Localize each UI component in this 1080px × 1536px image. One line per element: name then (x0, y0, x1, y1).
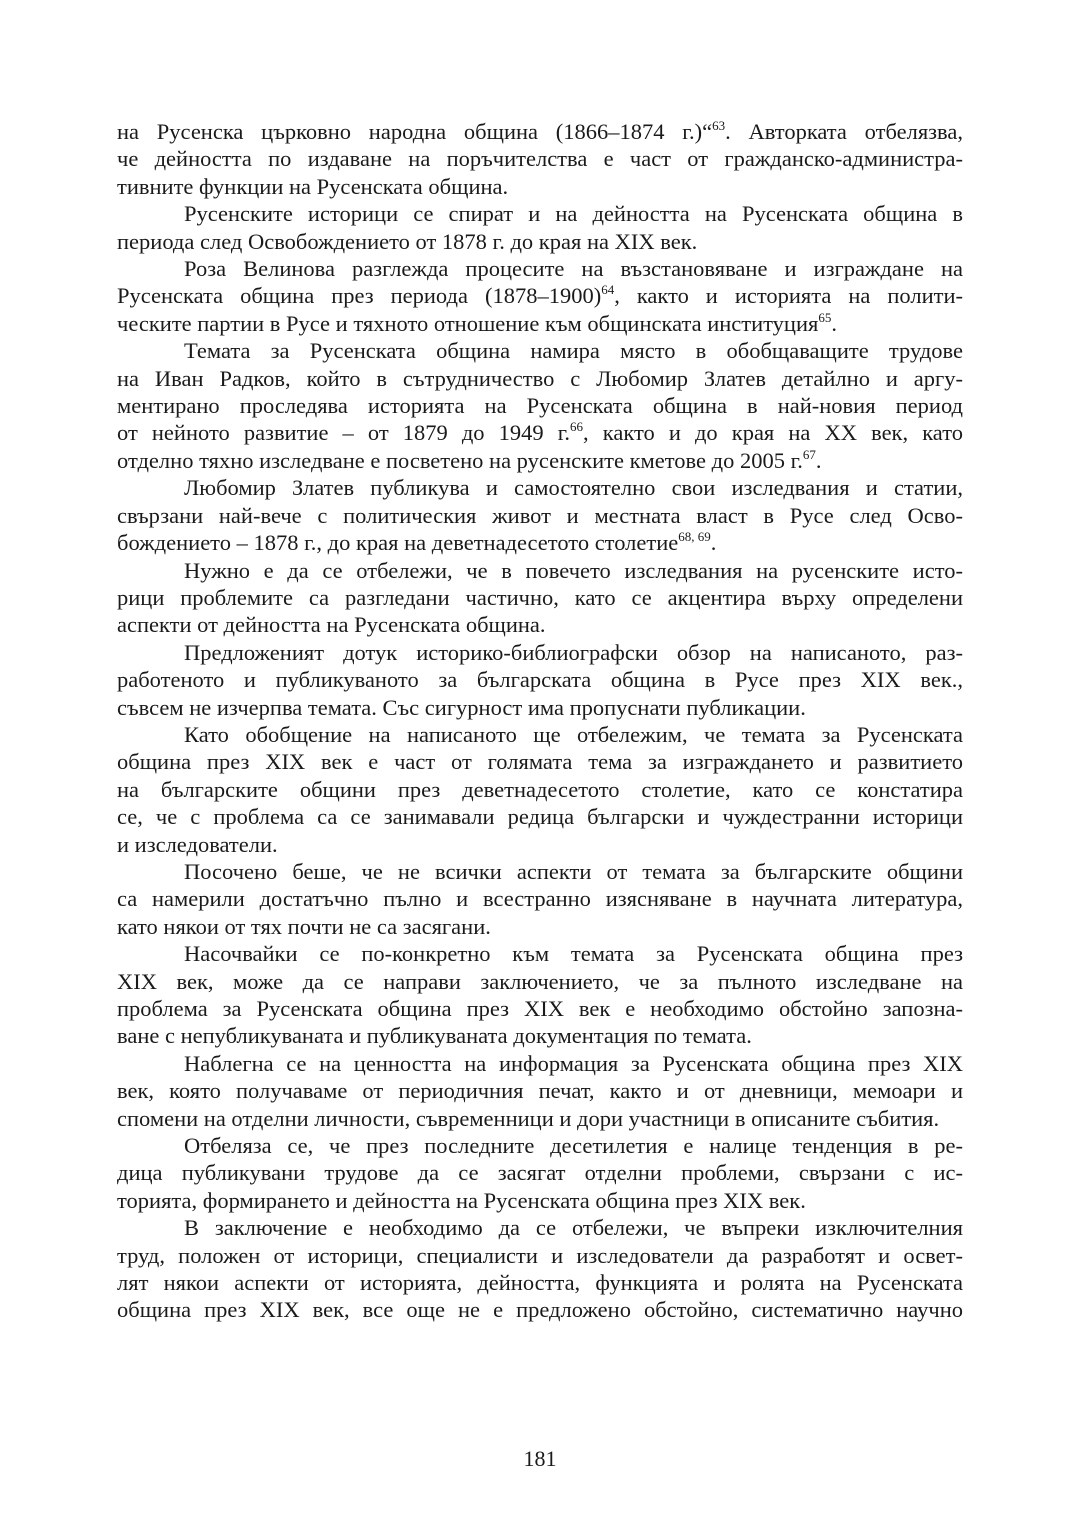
text-line: се, че с проблема са се занимавали редица български и чуждестранни историци (117, 804, 963, 830)
text-line: торията, формирането и дейността на Русенската община през XIX век. (117, 1187, 806, 1213)
paragraph (117, 639, 963, 721)
text-line: бождението – 1878 г., до края на деветнадесетото столетие$^{68, 69}$. (117, 529, 717, 556)
text-line: на българските общини през деветнадесетото столетие, като се констатира (117, 776, 963, 802)
text-line: В заключение е необходимо да се отбележи, че въпреки изключителния (184, 1215, 963, 1241)
text-line: аспекти от дейността на Русенската община. (117, 612, 546, 638)
text-line: Нужно е да се отбележи, че в повечето изследвания на русенските исто- (184, 557, 963, 583)
paragraph (117, 118, 963, 200)
text-line: периода след Освобождението от 1878 г. до края на XIX век. (117, 228, 698, 254)
page-number: 181 (523, 1446, 557, 1471)
footnote-ref: 63 (712, 118, 726, 133)
text-line: ване с непубликуваната и публикуваната документация по темата. (117, 1023, 752, 1049)
paragraph (117, 255, 963, 337)
text-line: Като обобщение на написаното ще отбележим, че темата за Русенската (184, 721, 963, 747)
text-line: проблема за Русенската община през XIX век е необходимо обстойно запозна- (117, 996, 963, 1021)
footnote-ref: 65 (818, 309, 832, 325)
paragraph (117, 1050, 963, 1132)
text-line: Наблегна се на ценността на информация за Русенската община през XIX (184, 1050, 963, 1076)
text-line: рици проблемите са разгледани частично, като се акцентира върху определени (117, 584, 963, 610)
text-line: спомени на отделни личности, съвременници и дори участници в описаните събития. (117, 1105, 940, 1131)
text-line: отделно тяхно изследване е посветено на русенските кметове до 2005 г.$^{67}$. (117, 446, 822, 473)
text-line: община през XIX век, все още не е предложено обстойно, систематично научно (117, 1297, 963, 1323)
text-line: на Русенска църковно народна община (1866–1874 г.)“$^{63}$. Авторката отбелязва, (117, 118, 963, 144)
text-line: Любомир Златев публикува и самостоятелно свои изследвания и статии, (184, 475, 963, 501)
paragraph (117, 940, 963, 1050)
text-line: съвсем не изчерпва темата. Със сигурност има пропуснати публикации. (117, 694, 806, 720)
text-line: век, която получаваме от периодичния печат, както и от дневници, мемоари и (117, 1078, 963, 1104)
footnote-ref: 66 (570, 419, 584, 435)
text-line: са намерили достатъчно пълно и всестранно изясняване в научната литература, (117, 886, 963, 912)
paragraph (117, 474, 963, 556)
paragraph (117, 1214, 963, 1324)
text-line: лят някои аспекти от историята, дейността, функцията и ролята на Русенската (117, 1270, 963, 1296)
text-line: ческите партии в Русе и тяхното отношение към общинската институция$^{65}$. (117, 309, 837, 336)
text-line: че дейността по издаване на поръчителства е част от гражданско-администра- (117, 146, 963, 172)
text-line: и изследователи. (117, 831, 278, 857)
paragraph (117, 337, 963, 474)
paragraph (117, 557, 963, 639)
text-line: свързани най-вече с политическия живот и местната власт в Русе след Осво- (117, 502, 963, 528)
text-line: работеното и публикуваното за българската община в Русе през XIX век., (117, 667, 963, 693)
text-line: Отбеляза се, че през последните десетилетия е налице тенденция в ре- (184, 1133, 963, 1159)
text-line: ментирано проследява историята на Русенската община в най-новия период (117, 393, 963, 419)
paragraph (117, 1132, 963, 1214)
paragraph (117, 200, 963, 255)
text-line: като някои от тях почти не са засягани. (117, 913, 491, 939)
text-line: тивните функции на Русенската община. (117, 173, 509, 199)
body-text (117, 118, 963, 1324)
text-line: труд, положен от историци, специалисти и изследователи да разработят и освет- (117, 1242, 963, 1268)
text-line: Темата за Русенската община намира място в обобщаващите трудове (184, 338, 963, 364)
paragraph (117, 858, 963, 940)
text-line: на Иван Радков, който в сътрудничество с Любомир Златев детайлно и аргу- (117, 365, 963, 391)
footnote-ref: 68, 69 (678, 529, 711, 545)
paragraph (117, 721, 963, 858)
text-line: Посочено беше, че не всички аспекти от темата за българските общини (184, 858, 963, 884)
text-line: дица публикувани трудове да се засягат отделни проблеми, свързани с ис- (117, 1160, 963, 1186)
text-line: XIX век, може да се направи заключението, че за пълното изследване на (117, 968, 963, 994)
text-line: от нейното развитие – от 1879 до 1949 г.$^{66}$, както и до края на XX век, като (117, 419, 963, 446)
text-line: Русенските историци се спират и на дейността на Русенската община в (184, 201, 963, 227)
text-line: Предложеният дотук историко-библиографски обзор на написаното, раз- (184, 639, 963, 665)
text-line: Насочвайки се по-конкретно към темата за Русенската община през (184, 941, 963, 967)
text-line: Роза Велинова разглежда процесите на възстановяване и изграждане на (184, 256, 963, 282)
text-line: община през XIX век е част от голямата тема за изграждането и развитието (117, 749, 963, 775)
text-line: Русенската община през периода (1878–1900)$^{64}$, както и историята на полити- (117, 282, 964, 309)
footnote-ref: 67 (802, 446, 816, 462)
footnote-ref: 64 (601, 282, 615, 298)
